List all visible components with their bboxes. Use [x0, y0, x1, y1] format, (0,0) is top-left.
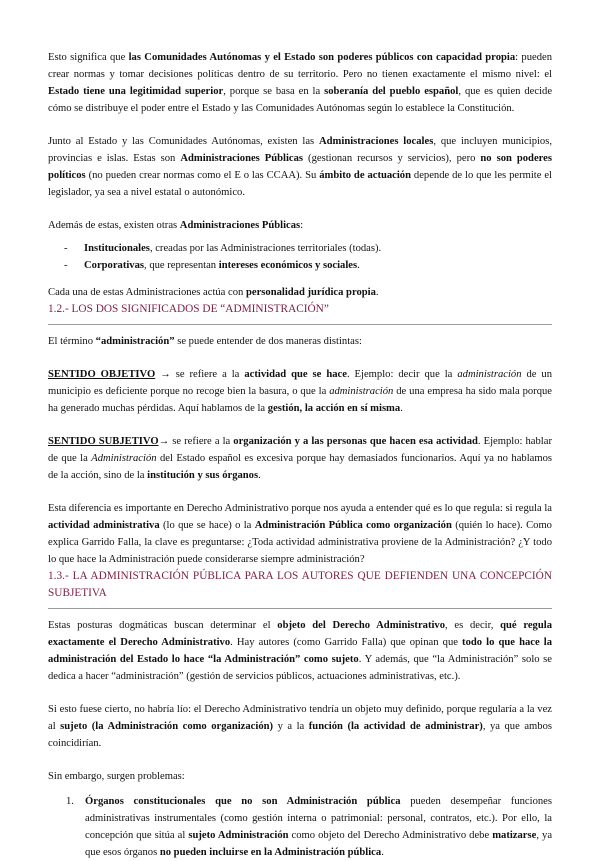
bold-run: Corporativas: [84, 260, 145, 271]
bold-run: soberanía del pueblo español: [324, 86, 459, 97]
text-run: El término: [48, 336, 96, 347]
text-run: . Ejemplo: decir que la: [346, 369, 458, 380]
dogmatic-paragraph: [48, 617, 552, 685]
if-true-paragraph: [48, 701, 552, 752]
list-number-marker: 1.: [66, 796, 74, 807]
text-run: y a la: [273, 721, 309, 732]
text-run: , porque se basa en la: [223, 86, 325, 97]
text-run: Junto al Estado y las Comunidades Autónomas, existen las: [48, 136, 320, 147]
text-run: . Y además, que “la Administración” solo se dedica a hacer “administración” (gestión de servicios públicos, actuaciones administrativas, etc.).: [48, 654, 552, 682]
text-run: Esta diferencia es importante en Derecho Administrativo porque nos ayuda a entender qué es lo que regula: si regula la: [48, 503, 552, 514]
bold-run: las Comunidades Autónomas y el Estado son poderes públicos con capacidad propia: [128, 52, 516, 63]
bold-run: Administración Pública como organización: [254, 520, 452, 531]
text-run: , es decir,: [445, 620, 501, 631]
bold-run: sujeto (la Administración como organización): [60, 721, 274, 732]
problems-list: [48, 793, 552, 861]
bold-run: función (la actividad de administrar): [308, 721, 483, 732]
list-item: [48, 257, 552, 274]
text-run: (gestionan recursos y servicios), pero: [303, 153, 481, 164]
heading-divider: [48, 608, 552, 609]
bold-run: no pueden incluirse en la Administración pública: [159, 847, 382, 858]
subjective-sense-paragraph: [48, 433, 552, 484]
text-run: del Estado español es excesiva porque hay demasiados funcionarios. Aquí ya no hablamos de la acción, sino de la: [48, 453, 552, 481]
legal-personality-paragraph: [48, 284, 552, 301]
objective-sense-label: SENTIDO OBJETIVO: [48, 369, 156, 380]
bold-run: Administraciones Públicas: [180, 153, 304, 164]
text-run: .: [258, 470, 261, 481]
text-run: :: [300, 220, 304, 231]
text-run: depende de lo que les permite el legislador, ya sea a nivel estatal o autonómico.: [48, 170, 553, 198]
bold-run: Órganos constitucionales que no son Administración pública: [85, 796, 401, 807]
bold-run: ámbito de actuación: [319, 170, 411, 181]
text-run: Esto significa que: [48, 52, 129, 63]
text-run: (quién lo hace). Como explica Garrido Falla, la clave es preguntarse: ¿Toda actividad administrativa proviene de la Administración? ¿Y todo lo que hace la Administración puede considerarse siempre administración?: [48, 520, 552, 565]
text-run: : pueden crear normas y tomar decisiones políticas dentro de su territorio. Pero no tienen exactamente el mismo nivel: el: [48, 52, 552, 80]
text-run: .: [375, 287, 379, 298]
bold-run: actividad que se hace: [244, 369, 347, 380]
difference-paragraph: [48, 500, 552, 568]
list-dash-marker: -: [64, 260, 68, 271]
text-run: , que incluyen municipios, provincias e islas. Estas son: [48, 136, 553, 164]
bold-run: Administraciones Públicas: [179, 220, 301, 231]
other-administrations-paragraph: [48, 217, 552, 234]
text-run: Estas posturas dogmáticas buscan determinar el: [48, 620, 278, 631]
bold-run: sujeto Administración: [188, 830, 289, 841]
text-run: Cada una de estas Administraciones actúa con: [48, 287, 246, 298]
subjective-sense-label: SENTIDO SUBJETIVO: [48, 436, 159, 447]
text-run: . Hay autores (como Garrido Falla) que opinan que: [230, 637, 463, 648]
text-run: Además de estas, existen otras: [48, 220, 180, 231]
text-run: se puede entender de dos maneras distintas:: [174, 336, 362, 347]
heading-divider: [48, 324, 552, 325]
text-run: , ya que esos órganos: [85, 830, 553, 858]
text-run: → se refiere a la: [158, 436, 234, 447]
text-run: , creadas por las Administraciones territoriales (todas).: [149, 243, 382, 254]
text-run: .: [400, 403, 403, 414]
bold-run: matizarse: [492, 830, 537, 841]
text-run: , que es quien decide cómo se distribuye el poder entre el Estado y las Comunidades Autónomas según lo establece la Constitución.: [48, 86, 553, 114]
text-run: .: [357, 260, 360, 271]
list-item: [48, 793, 552, 861]
problems-intro: Sin embargo, surgen problemas:: [48, 771, 185, 782]
italic-run: administración: [329, 386, 394, 397]
bold-run: personalidad jurídica propia: [245, 287, 376, 298]
section-heading-1-3: 1.3.- LA ADMINISTRACIÓN PÚBLICA PARA LOS AUTORES QUE DEFIENDEN UNA CONCEPCIÓN SUBJETIVA: [48, 570, 552, 599]
bold-run: todo lo que hace la administración del Estado lo hace “la Administración” como sujeto: [48, 637, 553, 665]
text-run: pueden desempeñar funciones administrativas instrumentales (como gestión interna o patrimonial: personal, contratos, etc.). Por ello, la concepción que sitúa al: [85, 796, 552, 841]
text-run: de una empresa ha sido mala porque ha generado muchas pérdidas. Aquí hablamos de la: [48, 386, 552, 414]
section-heading-1-2: 1.2.- LOS DOS SIGNIFICADOS DE “ADMINISTRACIÓN”: [48, 303, 329, 315]
text-run: (no pueden crear normas como el E o las CCAA). Su: [85, 170, 320, 181]
text-run: Si esto fuese cierto, no habría lío: el Derecho Administrativo tendría un objeto muy definido, porque regularía a la vez al: [48, 704, 552, 732]
text-run: .: [381, 847, 384, 858]
text-run: , ya que ambos coincidirían.: [48, 721, 552, 749]
list-item: [48, 240, 552, 257]
bold-run: Administraciones locales: [319, 136, 434, 147]
text-run: de un municipio es deficiente porque no recoge bien la basura, o que la: [48, 369, 553, 397]
bold-run: no son poderes políticos: [48, 153, 552, 181]
bold-run: organización y a las personas que hacen esa actividad: [233, 436, 478, 447]
objective-sense-paragraph: [48, 366, 552, 417]
text-run: → se refiere a la: [155, 369, 245, 380]
list-dash-marker: -: [64, 243, 68, 254]
text-run: (lo que se hace) o la: [159, 520, 255, 531]
bold-run: qué regula exactamente el Derecho Administrativo: [48, 620, 552, 648]
bold-run: actividad administrativa: [48, 520, 160, 531]
administration-types-list: [48, 240, 552, 274]
bold-run: gestión, la acción en sí misma: [267, 403, 401, 414]
local-administrations-paragraph: [48, 133, 552, 201]
bold-run: Estado tiene una legitimidad superior: [48, 86, 224, 97]
intro-paragraph: [48, 49, 552, 117]
bold-run: intereses económicos y sociales: [218, 260, 358, 271]
text-run: , que representan: [144, 260, 219, 271]
bold-run: “administración”: [95, 336, 175, 347]
bold-run: objeto del Derecho Administrativo: [277, 620, 446, 631]
text-run: como objeto del Derecho Administrativo debe: [288, 830, 493, 841]
bold-run: institución y sus órganos: [147, 470, 259, 481]
text-run: . Ejemplo: hablar de que la: [48, 436, 552, 464]
term-paragraph: [48, 333, 552, 350]
bold-run: Institucionales: [84, 243, 150, 254]
italic-run: administración: [457, 369, 522, 380]
italic-run: Administración: [91, 453, 157, 464]
